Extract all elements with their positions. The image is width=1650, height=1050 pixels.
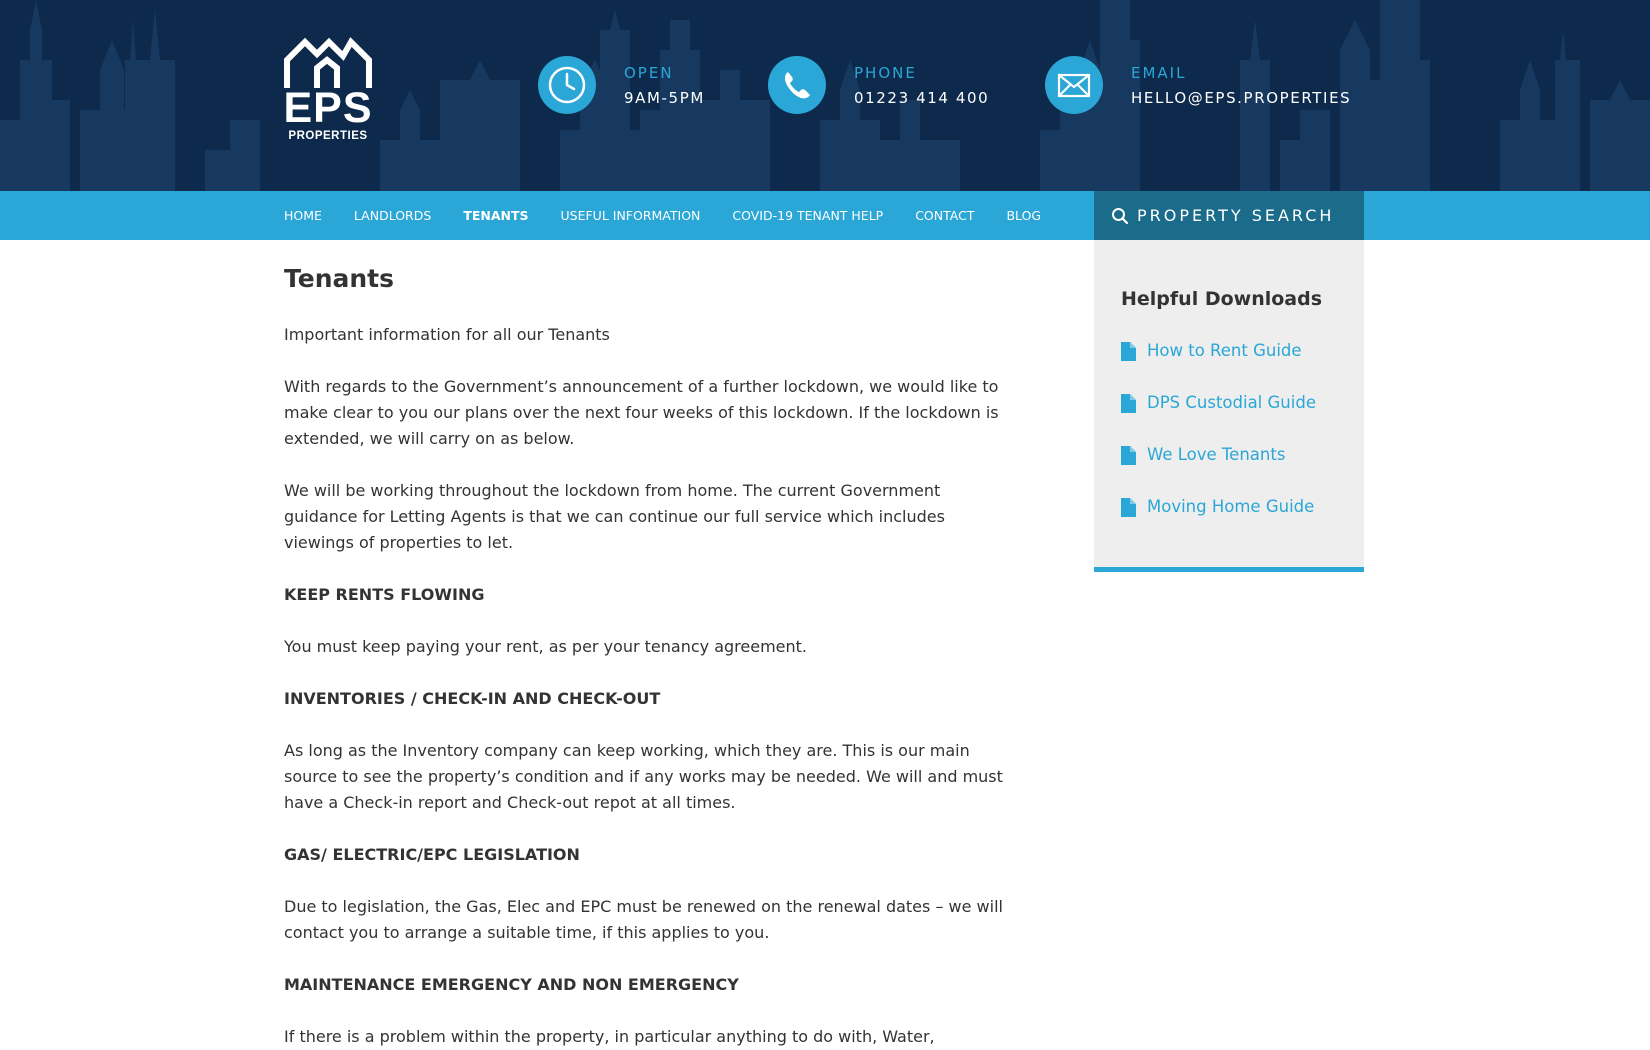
document-icon: [1121, 498, 1136, 517]
envelope-icon[interactable]: [1045, 56, 1103, 114]
opening-hours-value: 9AM-5PM: [624, 89, 705, 107]
page-title: Tenants: [284, 264, 394, 293]
eps-properties-logo[interactable]: [283, 36, 373, 148]
section-heading-maintenance: MAINTENANCE EMERGENCY AND NON EMERGENCY: [284, 975, 739, 994]
inventories-text: As long as the Inventory company can keep working, which they are. This is our main source to see the property’s condition and if any works may be needed. We will and must have a Check-in report and Check-out repot at all times.: [284, 741, 1003, 812]
download-label[interactable]: We Love Tenants: [1147, 445, 1286, 464]
site-header: [0, 0, 1650, 191]
nav-item-tenants[interactable]: TENANTS: [463, 208, 529, 223]
email-address[interactable]: HELLO@EPS.PROPERTIES: [1131, 89, 1352, 107]
section-heading-inventories: INVENTORIES / CHECK-IN AND CHECK-OUT: [284, 689, 661, 708]
download-label[interactable]: DPS Custodial Guide: [1147, 393, 1316, 412]
rents-text: You must keep paying your rent, as per your tenancy agreement.: [284, 637, 807, 656]
logo-tagline-text: PROPERTIES: [288, 130, 368, 142]
section-heading-legislation: GAS/ ELECTRIC/EPC LEGISLATION: [284, 845, 580, 864]
nav-item-contact[interactable]: CONTACT: [915, 208, 975, 223]
document-icon: [1121, 446, 1136, 465]
document-icon: [1121, 394, 1136, 413]
working-from-home-text: We will be working throughout the lockdown from home. The current Government guidance for Letting Agents is that we can continue our full service which includes viewings of properties to let.: [284, 481, 945, 552]
main-navigation: [0, 191, 1650, 240]
legislation-text: Due to legislation, the Gas, Elec and EPC must be renewed on the renewal dates – we will contact you to arrange a suitable time, if this applies to you.: [284, 897, 1003, 942]
opening-hours-label: OPEN: [624, 64, 674, 82]
clock-icon: [538, 56, 596, 114]
helpful-downloads-panel: [1094, 240, 1364, 572]
property-search-button[interactable]: [1094, 191, 1364, 240]
phone-icon[interactable]: [768, 56, 826, 114]
lockdown-announcement-text: With regards to the Government’s announcement of a further lockdown, we would like to make clear to you our plans over the next four weeks of this lockdown. If the lockdown is extended, we will carry on as below.: [284, 377, 999, 448]
search-icon: [1111, 207, 1129, 225]
document-icon: [1121, 342, 1136, 361]
nav-item-home[interactable]: HOME: [284, 208, 322, 223]
phone-number[interactable]: 01223 414 400: [854, 89, 990, 107]
download-label[interactable]: How to Rent Guide: [1147, 341, 1302, 360]
nav-item-blog[interactable]: BLOG: [1006, 208, 1042, 223]
download-label[interactable]: Moving Home Guide: [1147, 497, 1315, 516]
email-label: EMAIL: [1131, 64, 1187, 82]
property-search-label: PROPERTY SEARCH: [1137, 206, 1335, 225]
phone-label: PHONE: [854, 64, 917, 82]
logo-brand-text: EPS: [283, 84, 373, 132]
house-outline-icon: [283, 36, 373, 90]
nav-item-useful-information[interactable]: USEFUL INFORMATION: [560, 208, 701, 223]
nav-item-covid-19-tenant-help[interactable]: COVID-19 TENANT HELP: [732, 208, 884, 223]
helpful-downloads-title: Helpful Downloads: [1121, 288, 1323, 310]
section-heading-rents: KEEP RENTS FLOWING: [284, 585, 485, 604]
nav-menu: [284, 191, 1073, 240]
intro-text: Important information for all our Tenants: [284, 325, 610, 344]
maintenance-text: If there is a problem within the property, in particular anything to do with, Water,: [284, 1027, 935, 1046]
nav-item-landlords[interactable]: LANDLORDS: [353, 208, 432, 223]
